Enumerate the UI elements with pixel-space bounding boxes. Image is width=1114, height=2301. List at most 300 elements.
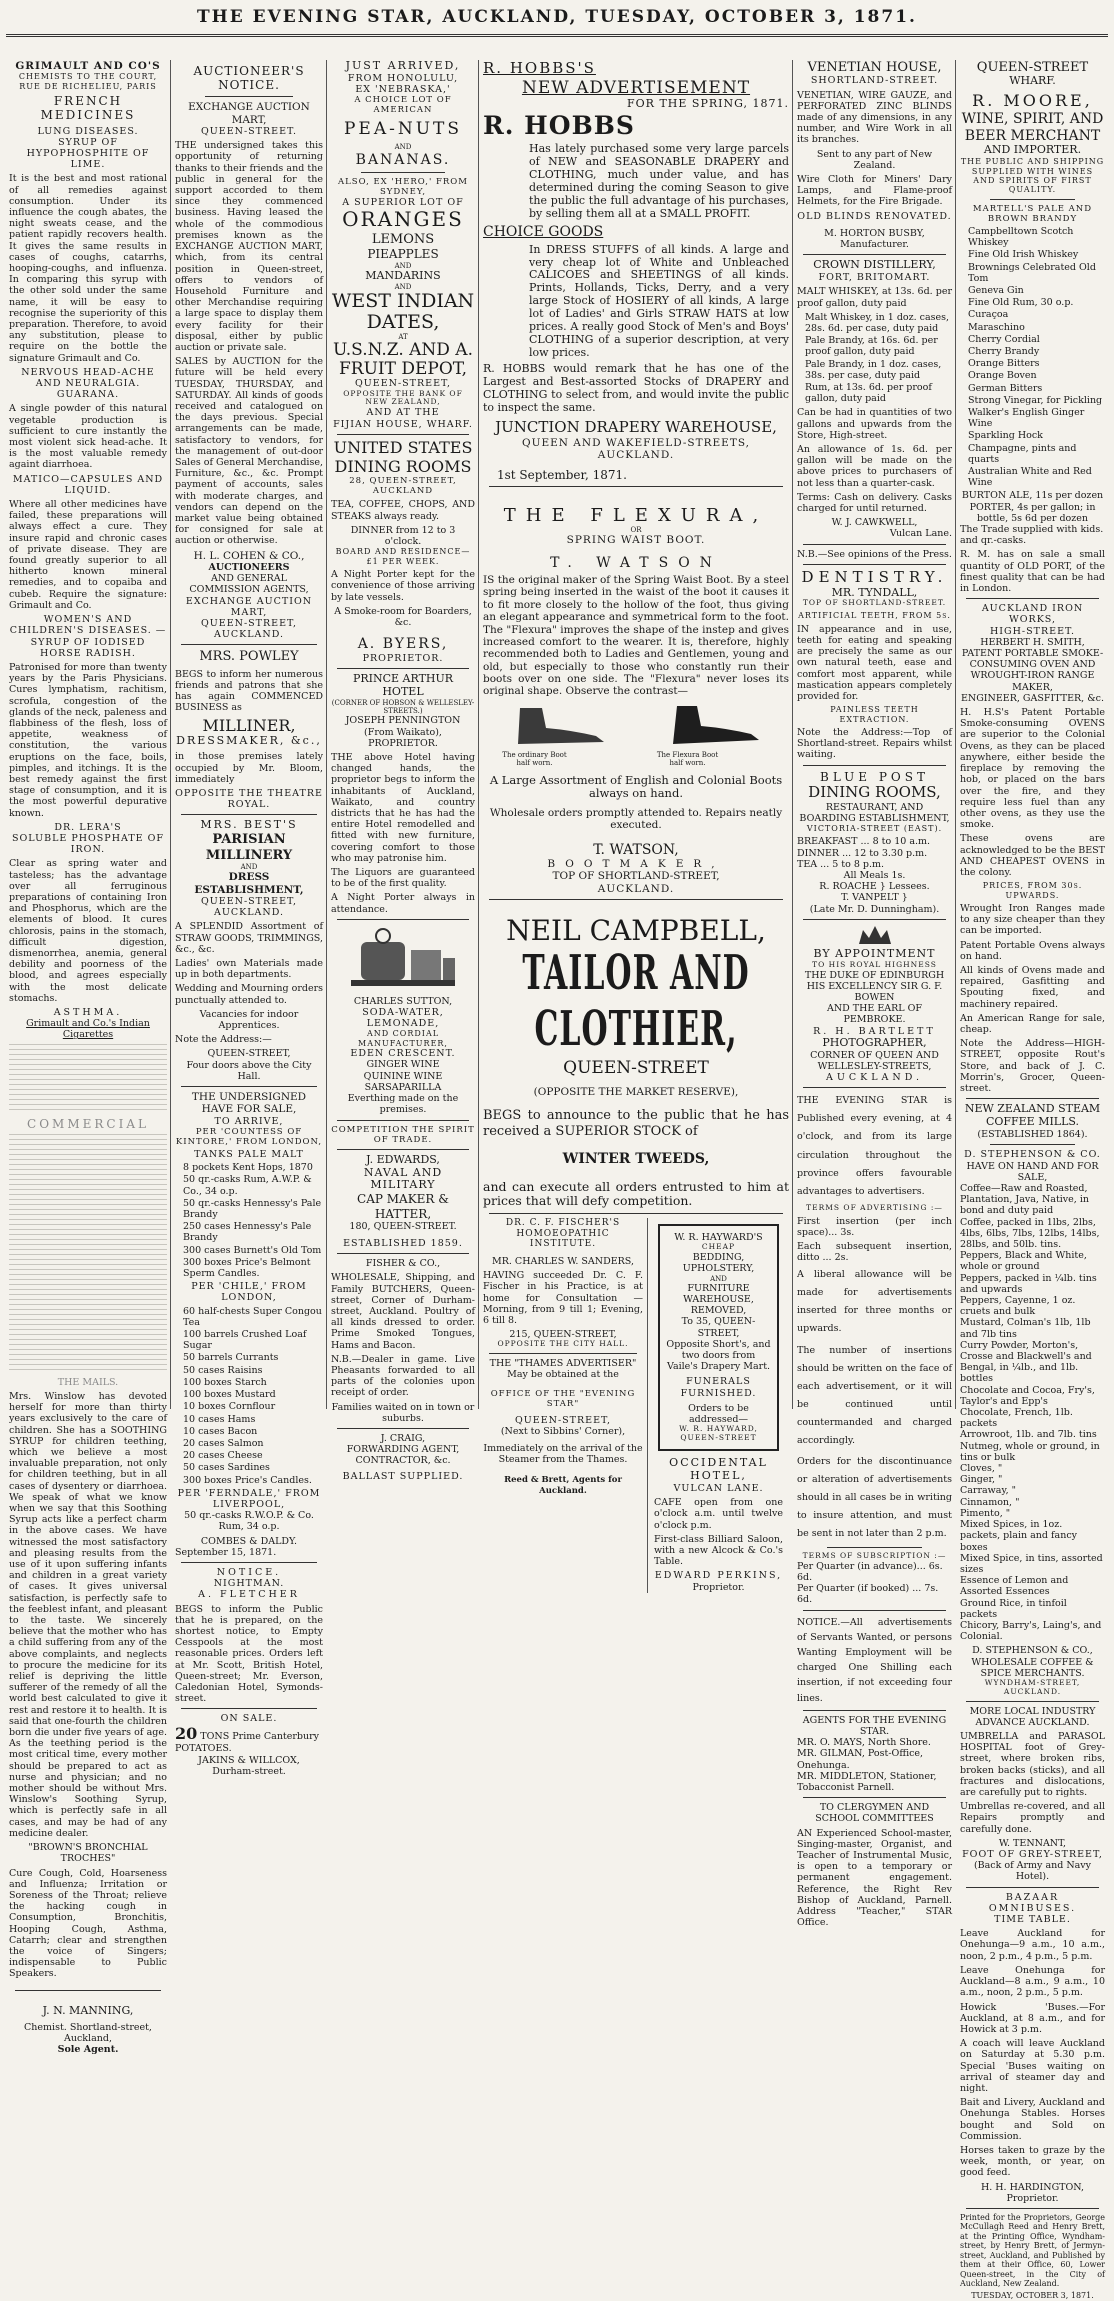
215-queen: 215, QUEEN-STREET, <box>509 1329 617 1341</box>
foot-grey: FOOT OF GREY-STREET, <box>962 1849 1103 1861</box>
coach: A coach will leave Auckland on Saturday at 5.30 p.m. Special 'Buses waiting on arrival of steamer day and night. <box>960 2038 1105 2094</box>
hobbs-body-1: Has lately purchased some very large parcels of NEW and SEASONABLE DRAPERY and CLOTHING, much under value, and has determined during the coming Season to give the public the full advantage of his purchases, by selling them all at a SMALL PROFIT. <box>529 142 789 221</box>
milliner: MILLINER, <box>202 715 296 735</box>
funerals: FUNERALS FURNISHED. <box>680 1376 757 1399</box>
per-ferndale: PER 'FERNDALE,' FROM LIVERPOOL, <box>177 1487 321 1510</box>
list-item: Geneva Gin <box>968 284 1024 296</box>
list-item: Pale Brandy, at 16s. 6d. per proof gallon, duty paid <box>805 335 938 358</box>
per-quarter-booked: Per Quarter (if booked) ... 7s. 6d. <box>797 1583 939 1606</box>
column-5 <box>794 60 955 1929</box>
divider <box>990 199 1075 200</box>
divider <box>337 1120 469 1121</box>
divider <box>803 765 946 766</box>
patent-oven: PATENT PORTABLE SMOKE-CONSUMING OVEN AND WROUGHT-IRON RANGE MAKER, <box>961 648 1104 693</box>
list-item: 20 cases Cheese <box>183 1450 263 1462</box>
photographer: PHOTOGRAPHER, <box>822 1035 927 1049</box>
flexura-boot-figure <box>653 704 773 768</box>
exchange-mart: EXCHANGE AUCTION MART, <box>188 101 310 126</box>
at: AT <box>398 332 408 341</box>
wrought-iron: Wrought Iron Ranges made to any size cheaper than they can be imported. <box>960 903 1105 937</box>
manning-name: J. N. MANNING, <box>42 2003 134 2017</box>
recovered: Umbrellas re-covered, and all Repairs promptly and carefully done. <box>960 1801 1105 1835</box>
restaurant: RESTAURANT, AND BOARDING ESTABLISHMENT, <box>799 801 950 824</box>
syrup-body: It is the best and most rational of all remedies against consumption. Under its influence the cough abates, the night sweats cease, and the patient rapidly recovers health. It gives the same results in cases of coughs, catarrhs, hooping-coughs, and influenza. In comparing this syrup with the other sold under the same name, it will be easy to recognise the superiority of this preparation. Therefore, to avoid any substitution, please to require on the bottle the signature Grimault and Co. <box>9 173 167 364</box>
pineapples: PIEAPPLES <box>367 247 439 262</box>
pennington: JOSEPH PENNINGTON <box>345 715 461 727</box>
usnz: U.S.N.Z. AND A. FRUIT DEPOT, <box>333 340 473 379</box>
divider <box>205 96 293 97</box>
list-item: Champagne, pints and quarts <box>968 442 1077 465</box>
vulcan-lane: Vulcan Lane. <box>889 528 952 540</box>
divider <box>489 1213 783 1214</box>
cayenne: Peppers, Cayenne, 1 oz. cruets and bulk <box>960 1295 1076 1318</box>
divider <box>803 564 946 565</box>
dining-addr: 28, QUEEN-STREET, AUCKLAND <box>349 476 457 497</box>
durham: Durham-street. <box>212 1765 286 1777</box>
list-item: Strong Vinegar, for Pickling <box>968 394 1103 406</box>
byers: A. BYERS, <box>357 636 449 653</box>
nz-coffee-mills: NEW ZEALAND STEAM COFFEE MILLS. <box>964 1102 1101 1129</box>
painless: PAINLESS TEETH EXTRACTION. <box>830 705 919 724</box>
army-navy: (Back of Army and Navy Hotel). <box>973 1860 1092 1883</box>
wrh: W. R. HAYWARD, QUEEN-STREET <box>679 1424 758 1443</box>
dentistry: DENTISTRY. <box>801 567 948 586</box>
coffee-packed: Coffee, packed in 1lbs, 2lbs, 4lbs, 6lbs, 7lbs, 12lbs, 14lbs, 28lbs, and 50lb. tins. <box>960 1216 1100 1251</box>
guarana-body: A single powder of this natural vegetable production is sufficient to cure instantly the most violent sick head-ache. It is the most valuable remedy againt diarrhoea. <box>9 403 167 471</box>
divider <box>181 644 317 645</box>
removed: REMOVED, <box>690 1305 747 1317</box>
note-address: Note the Address—HIGH-STREET, opposite Rout's Store, and back of J. C. Morrin's, Grocer, Queen-street. <box>960 1038 1105 1095</box>
burton-ale: BURTON ALE, 11s per dozen <box>961 490 1104 502</box>
established: ESTABLISHED 1859. <box>343 1237 463 1249</box>
winter-tweeds: WINTER TWEEDS, <box>562 1151 710 1168</box>
roache: R. ROACHE } Lessees. <box>819 881 930 893</box>
r-hobbs: R. HOBBS <box>483 110 635 140</box>
sanders: MR. CHARLES W. SANDERS, <box>492 1255 634 1267</box>
list-item: Curaçoa <box>968 309 1009 321</box>
clergymen: TO CLERGYMEN AND SCHOOL COMMITTEES <box>815 1802 934 1825</box>
old-blinds: OLD BLINDS RENOVATED. <box>797 210 952 222</box>
lower-split <box>483 1218 789 1593</box>
potatoes-line <box>175 1725 323 1755</box>
bedding: BEDDING, UPHOLSTERY, <box>682 1252 755 1275</box>
tyndall-top: TOP OF SHORTLAND-STREET. <box>802 598 947 608</box>
also-hero: ALSO, EX 'HERO,' FROM SYDNEY, <box>338 177 468 198</box>
hardington-prop: Proprietor. <box>1006 2192 1059 2204</box>
auction-body-1: THE undersigned takes this opportunity of returning thanks to their friends and the public in general for the support accorded to them since they commenced business. Having leased the whole of the commodious premises known as the EXCHANGE AUCTION MART, which, from its central position in Queen-street, offers to vendors of Household Furniture and other Merchandise requiring a large space to display them every facility for their disposal, either by public auction or private sale. <box>175 140 323 353</box>
by-appointment: BY APPOINTMENT <box>813 946 936 960</box>
dress-estab: DRESS ESTABLISHMENT, <box>194 871 304 896</box>
evening-star-publish: THE EVENING STAR is Published every evening, at 4 o'clock, and from its large circulation throughout the province offers favourable advantages to advertisers. <box>797 1095 952 1197</box>
list-item: 250 cases Hennessy's Pale Brandy <box>183 1221 312 1244</box>
nb-press: N.B.—See opinions of the Press. <box>797 548 952 560</box>
and: AND <box>240 863 258 871</box>
qs: QUEEN-STREET, <box>354 378 451 390</box>
divider <box>361 172 445 173</box>
soluble-body: Clear as spring water and tasteless; has the advantage over all ferruginous preparations of containing Iron and Phosphorus, which are the elements of blood. It cures chlorosis, pains in the stomach, difficult digestion, dismenorrhea, anemia, general debility and poorness of the blood, and agrees especially with the most delicate stomachs. <box>9 858 167 1004</box>
ex-nebraska: EX 'NEBRASKA,' <box>355 84 451 96</box>
list-item: Pale Brandy, in 1 doz. cases, 38s. per case, duty paid <box>805 358 942 381</box>
opp-bank: OPPOSITE THE BANK OF NEW ZEALAND, <box>343 388 463 407</box>
per-quarter-advance: Per Quarter (in advance)... 6s. 6d. <box>797 1560 943 1584</box>
west-indian-dates: WEST INDIAN DATES, <box>331 290 475 333</box>
fletcher-body: BEGS to inform the Public that he is prepared, on the shortest notice, to Empty Cesspools at the most reasonable prices. Orders left at Mr. Scott, British Hotel, Queen-street; Mr. Everson, Caledonian Hotel, Symonds-street. <box>175 1603 323 1705</box>
first-insertion: First insertion (per inch space)... 3s. <box>797 1215 952 1238</box>
dentist-note: Note the Address:—Top of Shortland-street. Repairs whilst waiting. <box>797 727 952 761</box>
chocolate: Chocolate and Cocoa, Fry's, Taylor's and Epp's <box>960 1384 1095 1407</box>
everything: Everthing made on the premises. <box>347 1093 459 1116</box>
night-porter: A Night Porter kept for the convenience of those arriving by late vessels. <box>331 569 475 603</box>
splendid: A SPLENDID Assortment of STRAW GOODS, TRIMMINGS, &c., &c. <box>175 921 323 955</box>
united-states: UNITED STATES <box>333 437 473 457</box>
ordinary-boot-icon <box>500 704 620 748</box>
nightman: NIGHTMAN. <box>213 1578 285 1590</box>
immediately: Immediately on the arrival of the Steamer from the Thames. <box>483 1443 643 1466</box>
quantities: Can be had in quantities of two gallons and upwards from the Store, High-street. <box>797 407 952 441</box>
dressmaker: DRESSMAKER, &c., <box>176 734 322 748</box>
allowance: An allowance of 1s. 6d. per gallon will be made on the above prices to purchasers of not less than a quarter-cask. <box>797 443 952 489</box>
qs3: QUEEN-STREET, <box>514 1414 611 1426</box>
list-item: 50 cases Raisins <box>183 1364 263 1376</box>
pimento: Pimento, " <box>960 1507 1011 1519</box>
cafe: CAFE open from one o'clock a.m. until twelve o'clock p.m. <box>654 1497 783 1531</box>
list-item: 50 cases Sardines <box>183 1462 270 1474</box>
servants-notice: NOTICE.—All advertisements of Servants Wanted, or persons Wanting Employment will be charged One Shilling each insertion, if not exceeding four lines. <box>797 1616 952 1704</box>
powley: MRS. POWLEY <box>199 649 299 665</box>
tons-number: 20 <box>175 1723 198 1743</box>
coffee-raw: Coffee—Raw and Roasted, Plantation, Java, Native, in bond and duty paid <box>960 1183 1089 1217</box>
horses: Horses taken to graze by the week, month, or year, on good feed. <box>960 2144 1105 2179</box>
crown-distillery: CROWN DISTILLERY, <box>813 258 936 272</box>
divider <box>337 1253 469 1254</box>
divider <box>827 1547 922 1548</box>
tailor-clothier: TAILOR AND CLOTHIER, <box>522 946 750 1059</box>
liquors: The Liquors are guaranteed to be of the first quality. <box>331 866 475 890</box>
cargo-list-1 <box>175 1162 323 1279</box>
stephenson: D. STEPHENSON & CO. <box>964 1149 1101 1161</box>
auctioneer-notice: AUCTIONEER'S NOTICE. <box>193 64 305 93</box>
caraway: Carraway, " <box>960 1485 1016 1497</box>
column-divider <box>792 60 793 1409</box>
time-table: TIME TABLE. <box>994 1914 1071 1926</box>
pepper: Peppers, Black and White, whole or ground <box>960 1250 1087 1273</box>
portable-ovens: Patent Portable Ovens always on hand. <box>960 939 1105 962</box>
column-4 <box>480 59 792 1593</box>
grimault-title: GRIMAULT AND CO'S <box>15 60 161 72</box>
and: AND <box>394 261 412 270</box>
imprint: Printed for the Proprietors, George McCullagh Reed and Henry Brett, at the Printing Office, Wyndham-street, by Henry Brett, of Jermyn-street, Auckland, and Published by them at their Office, 60, Lower Queen-street, in the City of Auckland, New Zealand. <box>960 2212 1105 2289</box>
terms-subscription: TERMS OF SUBSCRIPTION :— <box>802 1551 947 1561</box>
families: Families waited on in town or suburbs. <box>331 1401 475 1424</box>
billiard: First-class Billiard Saloon, with a new Alcock & Co.'s Table. <box>654 1533 783 1568</box>
hayward-box <box>658 1224 779 1451</box>
list-item: Fine Old Irish Whiskey <box>968 249 1079 261</box>
agent-item: MR. O. MAYS, North Shore. <box>797 1737 931 1749</box>
corner-hobson: (CORNER OF HOBSON & WELLESLEY-STREETS.) <box>331 698 475 716</box>
list-item: 8 pockets Kent Hops, 1870 <box>183 1162 313 1174</box>
list-item: Orange Boven <box>968 370 1037 382</box>
perkins: EDWARD PERKINS, <box>654 1570 783 1582</box>
masthead: THE EVENING STAR, AUCKLAND, TUESDAY, OCTOBER 3, 1871. <box>197 7 917 27</box>
orders: Orders to be addressed— <box>688 1402 749 1426</box>
r-moore: R. MOORE, <box>972 91 1093 111</box>
onsale: ON SALE. <box>220 1713 278 1725</box>
smoke-room: A Smoke-room for Boarders, &c. <box>334 605 472 628</box>
mandarins: MANDARINS <box>365 268 441 282</box>
queen-street-wharf: QUEEN-STREET <box>976 60 1089 75</box>
engineer: ENGINEER, GASFITTER, &c. <box>960 692 1105 704</box>
all-meals: All Meals 1s. <box>843 869 906 881</box>
arrive: TO ARRIVE, <box>214 1115 284 1127</box>
french-chocolate: Chocolate, French, 1lb. packets <box>960 1407 1073 1430</box>
school-master: AN Experienced School-master, Singing-master, Organist, and Teacher of Instrumental Music, is open to a temporary or permanent engagement. Reference, the Right Rev Bishop of Auckland, Parnell. Address "Teacher," STAR Office. <box>797 1827 952 1929</box>
list-item: 300 boxes Price's Belmont Sperm Candles. <box>183 1256 311 1280</box>
sibbins: (Next to Sibbins' Corner), <box>500 1425 626 1437</box>
list-item: Australian White and Red Wine <box>968 466 1092 489</box>
perkins-prop: Proprietor. <box>692 1581 745 1593</box>
victoria: VICTORIA-STREET (EAST). <box>806 823 943 833</box>
lemons: LEMONS <box>371 232 435 248</box>
four-doors: Four doors above the City Hall. <box>186 1059 312 1082</box>
choice-lot: A CHOICE LOT OF AMERICAN <box>354 95 452 116</box>
furniture: FURNITURE WAREHOUSE, <box>683 1282 754 1306</box>
agents-heading: AGENTS FOR THE EVENING STAR. <box>802 1714 947 1737</box>
manufacturer: Manufacturer. <box>840 238 909 250</box>
waikato: (From Waikato), PROPRIETOR. <box>364 726 442 749</box>
his-excellency: HIS EXCELLENCY SIR G. F. BOWEN <box>806 980 943 1003</box>
cheap: CHEAP <box>701 1242 736 1252</box>
masthead-rule-2 <box>6 36 1108 37</box>
hayward: W. R. HAYWARD'S <box>674 1232 763 1244</box>
opp-market: (OPPOSITE THE MARKET RESERVE), <box>533 1086 739 1099</box>
porter: PORTER, 4s per gallon; in bottle, 5s 6d per dozen <box>969 501 1096 524</box>
per-chile: PER 'CHILE,' FROM LONDON, <box>191 1281 307 1304</box>
auctioneers: AUCTIONEERS <box>208 561 290 573</box>
grimault-sub: CHEMISTS TO THE COURT, <box>18 72 158 82</box>
faded-block-2 <box>9 1134 167 1374</box>
matico-body: Where all other medicines have failed, these preparations will always effect a cure. They insure rapid and chronic cases of private disease. They are found greatly superior to all hitherto known mineral remedies, and to copaiba and cubeb. Require the signature: Grimault and Co. <box>9 499 167 611</box>
divider <box>803 919 946 920</box>
fort: FORT, BRITOMART. <box>818 272 931 284</box>
soda-machine-illustration <box>331 924 475 994</box>
list-item: Fine Old Rum, 30 o.p. <box>968 297 1074 309</box>
ladies: Ladies' own Materials made up in both departments. <box>175 958 323 981</box>
fischer: DR. C. F. FISCHER'S HOMOEOPATHIC INSTITUTE. <box>505 1218 621 1250</box>
hobbs-body-2: In DRESS STUFFS of all kinds. A large and very cheap lot of White and Unbleached CALICOES and SHEETINGS of all kinds. Prints, Hollands, Ticks, Derry, and a very large Stock of HOSIERY of all kinds, A large lot of Ladies' and Girls STRAW HATS at low prices. A really good Stock of Men's and Boys' CLOTHING of a superior description, at very low prices. <box>529 242 789 360</box>
column-3 <box>328 59 478 1482</box>
iron-works: AUCKLAND IRON WORKS, <box>981 603 1084 626</box>
chicory: Chicory, Barry's, Laing's, and Colonial. <box>960 1619 1102 1643</box>
divider <box>966 1701 1099 1702</box>
late-dunningham: (Late Mr. D. Dunningham). <box>809 903 940 915</box>
public-shipping: THE PUBLIC AND SHIPPING SUPPLIED WITH WINES AND SPIRITS OF FIRST QUALITY. <box>960 157 1105 195</box>
venetian-house: VENETIAN HOUSE, <box>807 60 942 75</box>
new-advertisement: NEW ADVERTISEMENT <box>521 77 751 98</box>
opp-shorts: Opposite Short's, and two doors from Vaile's Drapery Mart. <box>666 1338 771 1373</box>
fisher-body: WHOLESALE, Shipping, and Family BUTCHERS, Queen-street, Corner of Durham-street, Auckland. Poultry of all kinds dressed to order. Prime Smoked Tongues, Hams and Bacon. <box>331 1272 475 1351</box>
divider <box>337 919 469 920</box>
campbell-execute: and can execute all orders entrusted to him at prices that will defy competition. <box>483 1178 789 1209</box>
powley-body: BEGS to inform her numerous friends and patrons that she has again COMMENCED BUSINESS as <box>175 668 323 714</box>
teeth-body: IN appearance and in use, teeth for eating and speaking are precisely the same as our own natural teeth, ease and comfort most apparent, while mastication appears completely provided for. <box>797 623 952 702</box>
cohen: H. L. COHEN & CO., <box>193 549 305 562</box>
bazaar: BAZAAR OMNIBUSES. <box>988 1891 1077 1914</box>
guarana-heading: GUARANA. <box>56 389 120 401</box>
blue-dining: DINING ROOMS, <box>808 782 941 801</box>
list-item: Cherry Brandy <box>968 345 1040 357</box>
howick: Howick 'Buses.—For Auckland, at 8 a.m., and for Howick at 3 p.m. <box>960 2001 1105 2035</box>
more-local: MORE LOCAL INDUSTRY <box>969 1705 1096 1717</box>
eden: EDEN CRESCENT. <box>350 1048 456 1060</box>
tea-coffee: TEA, COFFEE, CHOPS, AND STEAKS always ready. <box>331 499 475 522</box>
flexura: THE FLEXURA, <box>503 504 769 526</box>
mails-body: Mrs. Winslow has devoted herself for more than thirty years exclusively to the care of children. She has a SOOTHING SYRUP for children teething, which we believe a most invaluable preparation, not only for children teething, but in all cases of dysentery or diarrhoea. We speak of what we know when we say that this Soothing Syrup acts like a perfect charm in the above cases. We have witnessed the most satisfactory and pleasing results from the use of it upon suffering infants and children in a great variety of cases. It gives universal satisfaction, is perfectly safe to the feeblest infant, and pleasant to the taste. We sincerely believe that the mother who has a child suffering from any of the above complaints, and neglects to procure the medicine for its relief is depriving the little sufferer of the remedy of all the world best calculated to give it rest and restore it to health. It is said that one-fourth the children born die under five years of age. As the teething period is the most critical time, every mother should be prepared to act as nurse and physician; and no mother should be without Mrs. Winslow's Soothing Syrup, which is perfectly safe in all cases, and may be had of any medicine dealer. <box>9 1390 167 1839</box>
board: BOARD AND RESIDENCE—£1 PER WEEK. <box>335 547 471 566</box>
column-divider <box>478 60 479 1409</box>
boot-comparison <box>483 704 789 768</box>
jakins: JAKINS & WILLCOX, <box>198 1754 300 1766</box>
list-item: Orange Bitters <box>968 358 1040 370</box>
leave-auckland: Leave Auckland for Onehunga—9 a.m., 10 a.m., noon, 2 p.m., 4 p.m., 5 p.m. <box>960 1928 1105 1962</box>
leave-onehunga: Leave Onehunga for Auckland—8 a.m., 9 a.m., 10 a.m., noon, 2 p.m., 5 p.m. <box>960 1964 1105 1999</box>
photo-corner: CORNER OF QUEEN AND WELLESLEY-STREETS, <box>810 1049 939 1072</box>
oranges: ORANGES <box>342 207 464 232</box>
large-assortment: A Large Assortment of English and Colonial Boots always on hand. <box>489 772 783 801</box>
list-item: 50 qr.-casks Hennessy's Pale Brandy <box>183 1197 322 1221</box>
est-1864: (ESTABLISHED 1864). <box>977 1129 1088 1141</box>
have-on-hand: HAVE ON HAND AND FOR SALE, <box>966 1160 1099 1183</box>
masthead-rule <box>6 34 1108 35</box>
top-shortland: TOP OF SHORTLAND-STREET, <box>552 870 720 883</box>
list-item: 50 barrels Currants <box>183 1352 279 1364</box>
divider <box>966 2208 1099 2209</box>
venetian-body: VENETIAN, WIRE GAUZE, and PERFORATED ZINC BLINDS made of any dimensions, in any number, and Wire Work in all its branches. <box>797 89 952 146</box>
list-item: Campbelltown Scotch Whiskey <box>968 225 1074 249</box>
ordinary-boot-figure <box>500 704 620 768</box>
queen-street: QUEEN-STREET. <box>200 126 297 138</box>
craig: J. CRAIG, <box>380 1433 426 1444</box>
column-2 <box>172 60 326 1777</box>
insertions-number: The number of insertions should be written on the face of each advertisement, or it will be continued until countermanded and charged accordingly. <box>797 1344 952 1446</box>
wine-spirit: WINE, SPIRIT, AND <box>961 111 1104 128</box>
ground-rice: Ground Rice, in tinfoil packets <box>960 1597 1067 1620</box>
divider <box>489 1353 637 1354</box>
brown-heading: "BROWN'S BRONCHIAL TROCHES" <box>28 1842 148 1865</box>
spirits-list <box>960 226 1105 488</box>
auction-body-2: SALES by AUCTION for the future will be held every TUESDAY, THURSDAY, and SATURDAY. All kinds of goods received and catalogued on the days previous. Special arrangements can be made, satisfactory to vendors, for the management of out-door Sales of General Merchandise, Furniture, &c., &c. Prompt payment of accounts, sales with moderate charges, and vendors can depend on the market value being obtained for consigned for sale at auction or otherwise. <box>175 356 323 547</box>
agent-item: MR. MIDDLETON, Stationer, Tobacconist Parnell. <box>797 1770 937 1794</box>
notice: NOTICE. <box>216 1566 282 1578</box>
bananas: BANANAS. <box>355 151 451 168</box>
column-1 <box>6 60 170 2055</box>
hobbs-body-3: R. HOBBS would remark that he has one of the Largest and Best-assorted Stocks of DRAPERY and CLOTHING to select from, and would invite the public to inspect the same. <box>483 362 789 415</box>
from-honolulu: FROM HONOLULU, <box>347 72 459 84</box>
agent-item: MR. GILMAN, Post-Office, Onehunga. <box>797 1748 924 1771</box>
naval: NAVAL AND MILITARY <box>363 1165 443 1192</box>
sept-date: September 15, 1871. <box>175 1546 277 1558</box>
best-ovens: These ovens are acknowledged to be the BEST AND CHEAPEST OVENS in the colony. <box>960 833 1105 878</box>
list-item: 300 cases Burnett's Old Tom <box>183 1244 322 1256</box>
junction-date: 1st September, 1871. <box>497 467 627 482</box>
divider <box>803 254 946 255</box>
matico-heading: MATICO—CAPSULES AND LIQUID. <box>12 473 164 496</box>
divider <box>181 1086 317 1087</box>
divider <box>181 1708 317 1709</box>
faded-block <box>9 1044 167 1114</box>
importer: AND IMPORTER. <box>983 143 1082 157</box>
competition: COMPETITION THE SPIRIT OF TRADE. <box>331 1124 475 1145</box>
campbell-queen: QUEEN-STREET <box>563 1058 709 1079</box>
liberal: A liberal allowance will be made for advertisements inserted for three months or upwards. <box>797 1269 952 1335</box>
commission: AND GENERAL COMMISSION AGENTS, <box>189 573 309 596</box>
cargo-list-2 <box>175 1306 323 1486</box>
hobbs-name: R. HOBBS'S <box>483 59 596 77</box>
column-divider <box>326 60 327 1409</box>
wharf: WHARF. <box>1009 74 1056 88</box>
terms-cash: Terms: Cash on delivery. Casks charged for until returned. <box>797 491 952 514</box>
list-item: 100 barrels Crushed Loaf Sugar <box>183 1329 307 1352</box>
and-at: AND AT THE <box>366 407 440 419</box>
lung-diseases: LUNG DISEASES. <box>37 125 139 137</box>
list-item: 60 half-chests Super Congou Tea <box>183 1305 322 1328</box>
divider <box>803 544 946 545</box>
imprint-date: TUESDAY, OCTOBER 3, 1871. <box>971 2291 1094 2301</box>
list-item: 10 cases Hams <box>183 1413 256 1425</box>
watson-name: T. WATSON, <box>593 841 679 858</box>
cordial: AND CORDIAL MANUFACTURER, <box>358 1029 448 1048</box>
divider <box>337 668 469 669</box>
undersigned: THE UNDERSIGNED HAVE FOR SALE, <box>191 1091 307 1116</box>
superior-lot: A SUPERIOR LOT OF <box>342 197 464 209</box>
dress-body: in those premises lately occupied by Mr. Bloom, immediately <box>175 751 323 785</box>
terms-advertising: TERMS OF ADVERTISING :— <box>806 1202 943 1212</box>
divider <box>803 1710 946 1711</box>
parisian: PARISIAN MILLINERY <box>205 832 293 863</box>
office-star: OFFICE OF THE "EVENING STAR" <box>490 1388 636 1409</box>
tyndall: MR. TYNDALL, <box>831 585 918 599</box>
neil-campbell: NEIL CAMPBELL, <box>506 914 766 948</box>
artificial: ARTIFICIAL TEETH, FROM 5s. <box>798 611 951 621</box>
earl: AND THE EARL OF PEMBROKE. <box>826 1003 923 1026</box>
dinner: DINNER ... 12 to 3.30 p.m. <box>797 847 928 859</box>
mrs-best: MRS. BEST'S <box>200 818 298 832</box>
list-item: Rum, at 13s. 6d. per proof gallon, duty paid <box>805 381 932 405</box>
busby: M. HORTON BUSBY, <box>824 227 925 239</box>
tanks: TANKS PALE MALT <box>194 1149 304 1161</box>
bartlett: R. H. BARTLETT <box>813 1025 936 1037</box>
ginger: Ginger, " <box>960 1474 1003 1486</box>
and: AND <box>394 143 412 152</box>
lower-right <box>648 1218 789 1593</box>
nutmeg: Nutmeg, whole or ground, in tins or bulk <box>960 1440 1100 1463</box>
occidental: OCCIDENTAL HOTEL, <box>669 1455 768 1482</box>
list-item: Brownings Celebrated Old Tom <box>968 261 1096 284</box>
divider <box>803 1087 946 1088</box>
qsa: QUEEN-STREET, AUCKLAND. <box>200 896 297 919</box>
advance-auckland: ADVANCE AUCKLAND. <box>975 1716 1090 1728</box>
brown-body: Cure Cough, Cold, Hoarseness and Influenza; Irritation or Soreness of the Throat; relieve the hacking cough in Consumption, Bronchitis, Hooping Cough, Asthma, Catarrh; clear and strengthen the voice of Singers; indispensable to Public Speakers. <box>9 1867 167 1980</box>
divider <box>966 1887 1099 1888</box>
bait-livery: Bait and Livery, Auckland and Onehunga Stables. Horses bought and Sold on Commission. <box>960 2097 1105 2142</box>
malt-whiskey: MALT WHISKEY, at 13s. 6d. per proof gallon, duty paid <box>797 286 952 309</box>
royal-crest-icon <box>855 924 895 946</box>
pepper-2: Peppers, packed in ¼lb. tins and upwards <box>960 1272 1097 1295</box>
list-item: 10 cases Bacon <box>183 1425 258 1437</box>
bootmaker: BOOTMAKER, <box>547 858 725 871</box>
fletcher: A. FLETCHER <box>198 1589 300 1601</box>
capmaker: CAP MAKER & HATTER, <box>357 1192 449 1221</box>
wholesale-coffee: WHOLESALE COFFEE & SPICE MERCHANTS. <box>971 1656 1094 1679</box>
